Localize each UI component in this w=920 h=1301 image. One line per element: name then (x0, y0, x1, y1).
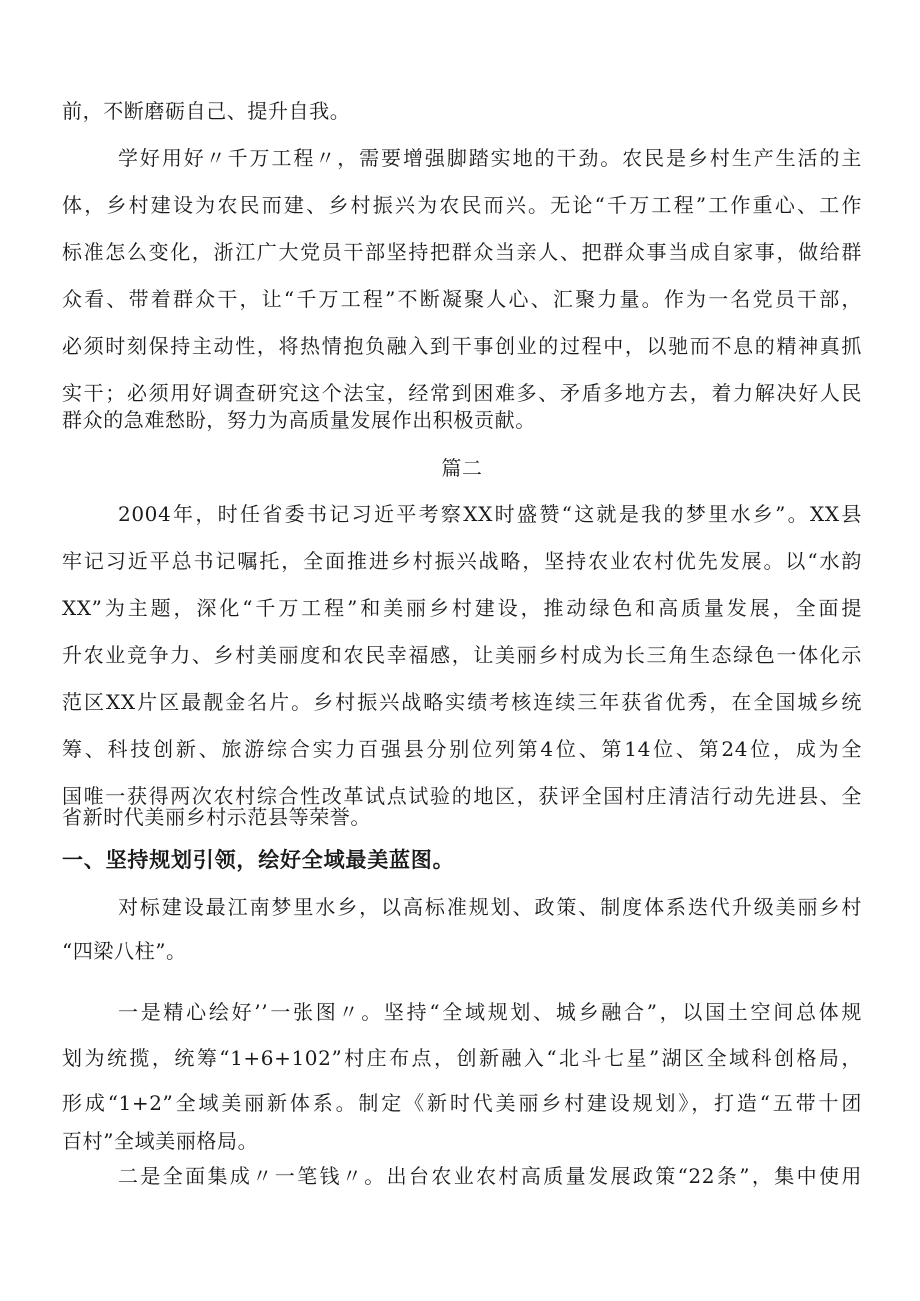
paragraph-line: 牢记习近平总书记嘱托，全面推进乡村振兴战略，坚持农业农村优先发展。以“水韵 (62, 549, 862, 573)
paragraph-line: 范区XX片区最靓金名片。乡村振兴战略实绩考核连续三年获省优秀，在全国城乡统 (62, 690, 862, 714)
paragraph-line: 2004年，时任省委书记习近平考察XX时盛赞“这就是我的梦里水乡”。XX县 (118, 502, 862, 526)
paragraph-line: 学好用好〃千万工程〃，需要增强脚踏实地的干劲。农民是乡村生产生活的主 (118, 146, 862, 170)
paragraph-line: 实干；必须用好调查研究这个法宝，经常到困难多、矛盾多地方去，着力解决好人民 (62, 381, 862, 405)
paragraph-line: 对标建设最江南梦里水乡，以高标准规划、政策、制度体系迭代升级美丽乡村 (118, 895, 862, 919)
paragraph-line: 体，乡村建设为农民而建、乡村振兴为农民而兴。无论“千万工程”工作重心、工作 (62, 193, 862, 217)
section-heading: 一、坚持规划引领，绘好全域最美蓝图。 (62, 848, 455, 872)
section-title: 篇二 (441, 456, 483, 480)
paragraph-line: 众看、带着群众干，让“千万工程”不断凝聚人心、汇聚力量。作为一名党员干部， (62, 287, 862, 311)
paragraph-line: XX”为主题，深化“千万工程”和美丽乡村建设，推动绿色和高质量发展，全面提 (62, 596, 862, 620)
paragraph-line: 形成“1+2”全域美丽新体系。制定《新时代美丽乡村建设规划》，打造“五带十团 (62, 1091, 862, 1115)
paragraph-line: 必须时刻保持主动性，将热情抱负融入到干事创业的过程中，以驰而不息的精神真抓 (62, 334, 862, 358)
paragraph-line: 群众的急难愁盼，努力为高质量发展作出积极贡献。 (62, 408, 536, 432)
paragraph-line: 二是全面集成〃一笔钱〃。出台农业农村高质量发展政策“22条”，集中使用 (118, 1164, 862, 1188)
paragraph-line: 划为统揽，统筹“1+6+102”村庄布点，创新融入“北斗七星”湖区全域科创格局， (62, 1046, 862, 1070)
paragraph-line: 百村”全域美丽格局。 (62, 1129, 259, 1153)
paragraph-line: 国唯一获得两次农村综合性改革试点试验的地区，获评全国村庄清洁行动先进县、全 (62, 784, 862, 808)
paragraph-line: 标准怎么变化，浙江广大党员干部坚持把群众当亲人、把群众事当成自家事，做给群 (62, 240, 862, 264)
paragraph-line: 省新时代美丽乡村示范县等荣誉。 (62, 805, 371, 829)
paragraph-line: 前，不断磨砺自己、提升自我。 (62, 99, 351, 123)
paragraph-line: 筹、科技创新、旅游综合实力百强县分别位列第4位、第14位、第24位，成为全 (62, 737, 862, 761)
paragraph-line: “四梁八柱”。 (62, 939, 187, 963)
paragraph-line: 升农业竞争力、乡村美丽度和农民幸福感，让美丽乡村成为长三角生态绿色一体化示 (62, 643, 862, 667)
paragraph-line: 一是精心绘好’’一张图〃。坚持“全域规划、城乡融合”，以国土空间总体规 (118, 1000, 862, 1024)
